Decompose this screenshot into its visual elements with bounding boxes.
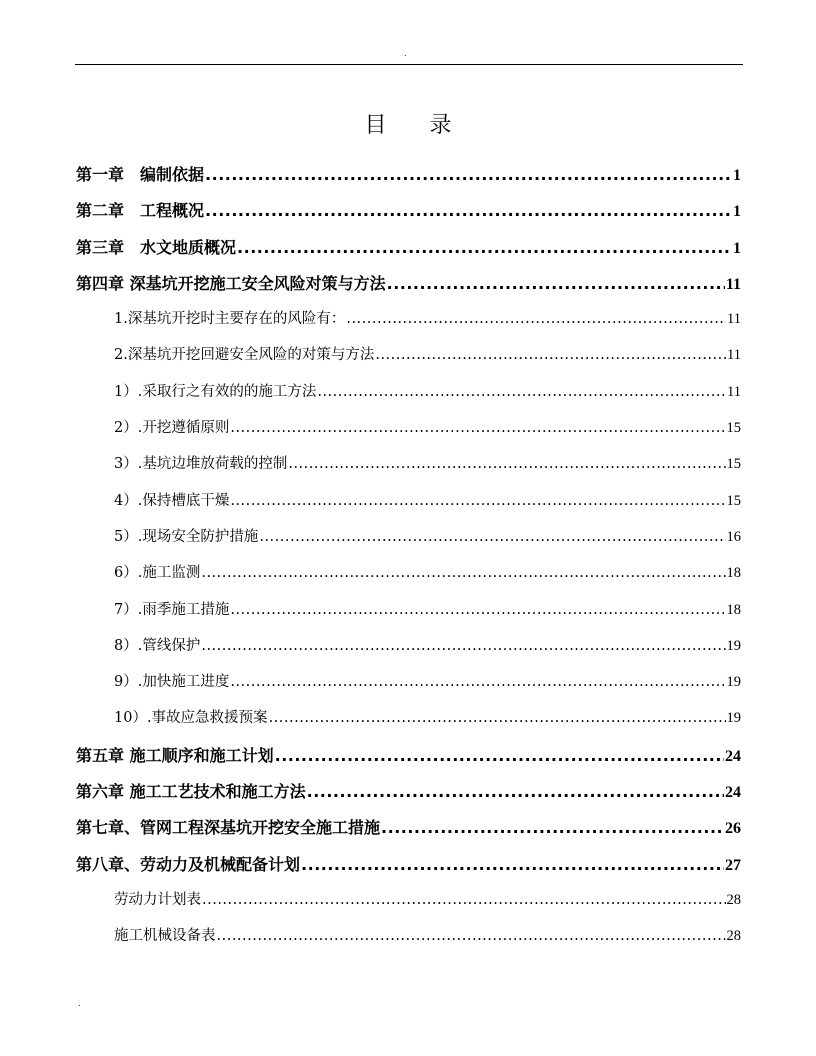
toc-page-number: 28: [726, 891, 741, 908]
chapter-number: 第二章: [76, 201, 125, 221]
toc-page-number: 11: [727, 383, 741, 400]
dot-leader: [205, 201, 732, 220]
toc-page-number: 27: [725, 856, 741, 874]
dot-leader: [301, 855, 724, 874]
dot-leader: [381, 818, 724, 837]
toc-entry-title: 3）.基坑边堆放荷载的控制: [114, 456, 288, 473]
toc-page-number: 11: [727, 311, 741, 328]
toc-page-number: 15: [726, 456, 741, 473]
toc-entry[interactable]: [76, 852, 741, 888]
toc-page-number: 1: [733, 203, 741, 221]
chapter-number: 第七章、: [76, 818, 141, 838]
toc-page-number: 15: [726, 492, 741, 509]
dot-leader: [237, 238, 732, 257]
toc-entry-label: [76, 815, 380, 838]
toc-entry[interactable]: [76, 888, 741, 924]
dot-leader: [375, 347, 726, 363]
toc-page-number: 28: [726, 928, 741, 945]
toc-entry[interactable]: [76, 416, 741, 452]
chapter-number: 第五章: [76, 745, 125, 765]
toc-entry-title: 施工顺序和施工计划: [129, 745, 274, 765]
toc-entry[interactable]: [76, 452, 741, 488]
toc-page-number: 19: [726, 637, 741, 654]
toc-entry[interactable]: [76, 706, 741, 742]
dot-leader: [205, 165, 732, 184]
toc-entry-title: 施工机械设备表: [114, 928, 216, 945]
toc-page-number: 11: [727, 347, 741, 364]
chapter-number: 第六章: [76, 782, 125, 802]
table-of-contents: [76, 162, 741, 961]
dot-leader: [230, 420, 725, 436]
toc-entry-title: 5）.现场安全防护措施: [114, 528, 259, 545]
toc-entry-title: 2.深基坑开挖回避安全风险的对策与方法: [114, 347, 375, 364]
toc-entry-title: 6）.施工监测: [114, 565, 201, 582]
toc-entry[interactable]: [76, 235, 741, 271]
toc-entry-label: [76, 779, 306, 802]
dot-leader: [387, 274, 725, 293]
toc-entry-label: [76, 743, 274, 766]
toc-page-number: 19: [726, 674, 741, 691]
dot-leader: [230, 602, 725, 618]
toc-entry[interactable]: [76, 343, 741, 379]
toc-entry-label: [76, 271, 386, 294]
toc-title: 目 录: [364, 113, 470, 138]
toc-page-number: 18: [726, 601, 741, 618]
dot-leader: [202, 892, 726, 908]
toc-entry-title: 2）.开挖遵循原则: [114, 420, 230, 437]
toc-page-number: 1: [733, 167, 741, 184]
toc-entry-title: 水文地质概况: [140, 237, 237, 257]
toc-entry-label: [76, 852, 300, 875]
chapter-number: 第一章: [76, 165, 125, 184]
toc-entry[interactable]: [76, 670, 741, 706]
toc-page-number: 11: [725, 275, 741, 293]
toc-entry-title: 劳动力及机械配备计划: [140, 854, 301, 874]
chapter-number: 第四章: [76, 273, 125, 293]
toc-entry-title: 施工工艺技术和施工方法: [129, 782, 306, 802]
toc-entry[interactable]: [76, 815, 741, 851]
toc-entry[interactable]: [76, 307, 741, 343]
toc-entry[interactable]: [76, 598, 741, 634]
toc-entry-title: 7）.雨季施工措施: [114, 601, 230, 618]
dot-leader: [346, 311, 726, 327]
toc-page-number: 18: [726, 565, 741, 582]
chapter-number: 第三章: [76, 237, 125, 257]
toc-entry-title: 1.深基坑开挖时主要存在的风险有：: [114, 311, 346, 328]
dot-leader: [307, 782, 724, 801]
toc-entry-title: 管网工程深基坑开挖安全施工措施: [140, 818, 381, 838]
toc-page-number: 24: [725, 784, 741, 802]
toc-page-number: 26: [725, 820, 741, 838]
toc-entry[interactable]: [76, 743, 741, 779]
header-mark: .: [404, 49, 407, 58]
toc-entry[interactable]: [76, 271, 741, 307]
toc-entry[interactable]: [76, 162, 741, 198]
dot-leader: [217, 928, 726, 944]
dot-leader: [259, 529, 725, 545]
toc-entry-title: 9）.加快施工进度: [114, 674, 230, 691]
toc-entry[interactable]: [76, 380, 741, 416]
dot-leader: [201, 565, 725, 581]
dot-leader: [317, 384, 726, 400]
toc-entry-title: 1）.采取行之有效的的施工方法: [114, 383, 317, 400]
toc-entry[interactable]: [76, 924, 741, 960]
toc-entry[interactable]: [76, 779, 741, 815]
chapter-number: 第八章、: [76, 854, 141, 874]
toc-entry-label: [76, 198, 204, 221]
toc-entry-title: 4）.保持槽底干燥: [114, 492, 230, 509]
dot-leader: [230, 674, 725, 690]
dot-leader: [269, 710, 726, 726]
toc-entry-title: 工程概况: [140, 201, 205, 221]
toc-entry-title: 劳动力计划表: [114, 891, 201, 908]
toc-page-number: 1: [733, 239, 741, 257]
header-rule: [75, 64, 743, 65]
toc-entry[interactable]: [76, 561, 741, 597]
toc-entry-title: 编制依据: [140, 165, 205, 184]
toc-entry-title: 深基坑开挖施工安全风险对策与方法: [129, 273, 386, 293]
toc-entry-label: [76, 235, 236, 258]
toc-entry[interactable]: [76, 634, 741, 670]
footer-mark: .: [78, 999, 81, 1008]
dot-leader: [201, 638, 725, 654]
toc-page-number: 15: [726, 420, 741, 437]
dot-leader: [288, 456, 725, 472]
toc-entry-label: [76, 162, 204, 185]
toc-page-number: 24: [725, 747, 741, 765]
toc-entry-title: 8）.管线保护: [114, 637, 201, 654]
toc-entry[interactable]: [76, 489, 741, 525]
dot-leader: [230, 493, 725, 509]
toc-page-number: 19: [726, 710, 741, 727]
toc-entry[interactable]: [76, 198, 741, 234]
dot-leader: [275, 746, 724, 765]
toc-entry[interactable]: [76, 525, 741, 561]
toc-entry-title: 10）.事故应急救援预案: [114, 710, 268, 727]
toc-page-number: 16: [726, 528, 741, 545]
